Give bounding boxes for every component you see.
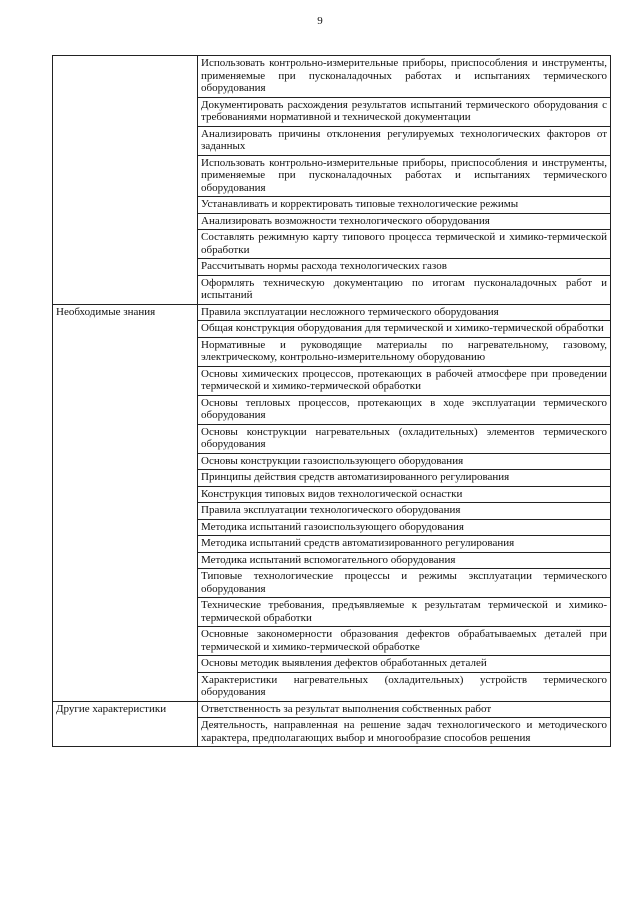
requirement-item: Анализировать возможности технологического оборудования (198, 213, 611, 230)
requirement-item: Составлять режимную карту типового процесса термической и химико-термической обработки (198, 230, 611, 259)
table-row (53, 701, 611, 718)
requirement-item: Анализировать причины отклонения регулируемых технологических факторов от заданных (198, 126, 611, 155)
requirement-item: Принципы действия средств автоматизированного регулирования (198, 470, 611, 487)
requirement-item: Рассчитывать нормы расхода технологических газов (198, 259, 611, 276)
requirement-item: Правила эксплуатации несложного термического оборудования (198, 304, 611, 321)
requirement-item: Устанавливать и корректировать типовые технологические режимы (198, 197, 611, 214)
page-number: 9 (317, 15, 323, 27)
section-label (53, 56, 198, 305)
table-row (53, 304, 611, 321)
requirement-item: Характеристики нагревательных (охладительных) устройств термического оборудования (198, 672, 611, 701)
requirement-item: Методика испытаний средств автоматизированного регулирования (198, 536, 611, 553)
requirement-item: Основные закономерности образования дефектов обрабатываемых деталей при термической и химико-термической обработке (198, 627, 611, 656)
requirement-item: Основы конструкции нагревательных (охладительных) элементов термического оборудования (198, 424, 611, 453)
requirement-item: Основы методик выявления дефектов обработанных деталей (198, 656, 611, 673)
requirements-table (52, 55, 611, 747)
requirement-item: Основы конструкции газоиспользующего оборудования (198, 453, 611, 470)
requirement-item: Использовать контрольно-измерительные приборы, приспособления и инструменты, применяемые при пусконаладочных работах и испытаниях термического оборудования (198, 155, 611, 197)
requirement-item: Использовать контрольно-измерительные приборы, приспособления и инструменты, применяемые при пусконаладочных работах и испытаниях термического оборудования (198, 56, 611, 98)
requirement-item: Технические требования, предъявляемые к результатам термической и химико-термической обработки (198, 598, 611, 627)
requirement-item: Правила эксплуатации технологического оборудования (198, 503, 611, 520)
table-row (53, 56, 611, 98)
requirement-item: Типовые технологические процессы и режимы эксплуатации термического оборудования (198, 569, 611, 598)
requirement-item: Конструкция типовых видов технологической оснастки (198, 486, 611, 503)
requirement-item: Документировать расхождения результатов испытаний термического оборудования с требованиями нормативной и технической документации (198, 97, 611, 126)
requirement-item: Общая конструкция оборудования для термической и химико-термической обработки (198, 321, 611, 338)
requirement-item: Методика испытаний вспомогательного оборудования (198, 552, 611, 569)
requirement-item: Нормативные и руководящие материалы по нагревательному, газовому, электрическому, контрольно-измерительному оборудованию (198, 337, 611, 366)
section-label: Необходимые знания (53, 304, 198, 701)
requirement-item: Оформлять техническую документацию по итогам пусконаладочных работ и испытаний (198, 275, 611, 304)
table-body (53, 56, 611, 747)
section-label: Другие характеристики (53, 701, 198, 747)
requirement-item: Ответственность за результат выполнения собственных работ (198, 701, 611, 718)
requirement-item: Основы химических процессов, протекающих в рабочей атмосфере при проведении термической и химико-термической обработки (198, 366, 611, 395)
requirement-item: Деятельность, направленная на решение задач технологического и методического характера, предполагающих выбор и многообразие способов решения (198, 718, 611, 747)
requirement-item: Методика испытаний газоиспользующего оборудования (198, 519, 611, 536)
requirement-item: Основы тепловых процессов, протекающих в ходе эксплуатации термического оборудования (198, 395, 611, 424)
